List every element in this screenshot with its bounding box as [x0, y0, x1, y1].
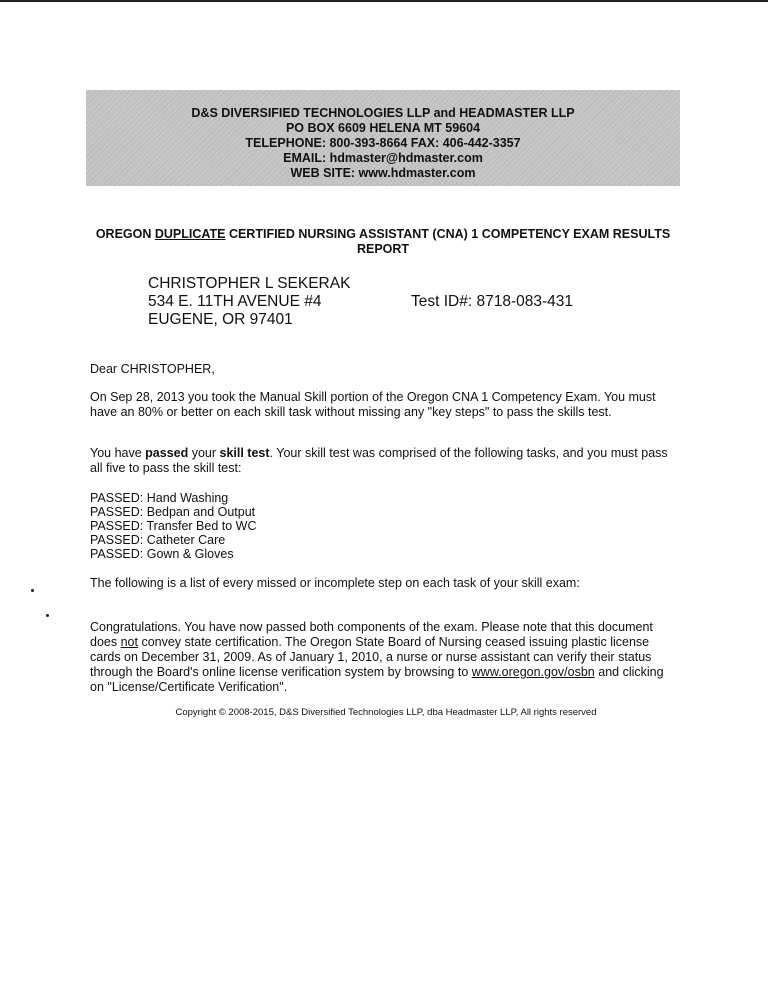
recipient-city: EUGENE, OR 97401	[148, 311, 293, 328]
letterhead-address: PO BOX 6609 HELENA MT 59604	[285, 121, 481, 135]
intro-paragraph: On Sep 28, 2013 you took the Manual Skill portion of the Oregon CNA 1 Competency Exam. You must have an 80% or better on each skill task without missing any "key steps" to pass the skills test.	[90, 390, 656, 419]
letterhead-website: WEB SITE: www.hdmaster.com	[290, 166, 476, 180]
recipient-street: 534 E. 11TH AVENUE #4	[148, 293, 322, 310]
list-item: PASSED: Catheter Care	[90, 533, 226, 547]
passed-word: passed	[145, 446, 189, 460]
missed-steps-intro: The following is a list of every missed or incomplete step on each task of your skill exam:	[90, 576, 580, 590]
not-word: not	[120, 635, 138, 649]
scan-edge-line	[0, 0, 768, 2]
salutation: Dear CHRISTOPHER,	[90, 362, 215, 376]
recipient-address	[148, 275, 350, 329]
duplicate-word: DUPLICATE	[154, 227, 226, 241]
list-item: PASSED: Transfer Bed to WC	[90, 519, 257, 533]
result-paragraph: You have passed your skill test. Your skill test was comprised of the following tasks, and you must pass all five to pass the skill test:	[90, 446, 668, 475]
recipient-name: CHRISTOPHER L SEKERAK	[148, 275, 351, 292]
skill-test-word: skill test	[219, 446, 270, 460]
letterhead-phone-fax: TELEPHONE: 800-393-8664 FAX: 406-442-3357	[245, 136, 521, 150]
list-item: PASSED: Hand Washing	[90, 491, 229, 505]
congratulations-paragraph: Congratulations. You have now passed both components of the exam. Please note that this document does not convey state certification. The Oregon State Board of Nursing ceased issuing plastic license cards on December 31, 2009. As of January 1, 2010, a nurse or nurse assistant can verify their status through the Board's online license verification system by browsing to www.oregon.gov/osbn and clicking on "License/Certificate Verification".	[90, 620, 664, 694]
scan-speck	[31, 589, 34, 592]
osbn-link[interactable]: www.oregon.gov/osbn	[471, 665, 595, 679]
test-id: Test ID#: 8718-083-431	[411, 293, 573, 310]
copyright-notice: Copyright © 2008-2015, D&S Diversified Technologies LLP, dba Headmaster LLP, All rights reserved	[175, 707, 597, 718]
task-list	[90, 491, 680, 561]
list-item: PASSED: Bedpan and Output	[90, 505, 256, 519]
letterhead-email: EMAIL: hdmaster@hdmaster.com	[283, 151, 483, 165]
report-title: OREGON DUPLICATE CERTIFIED NURSING ASSISTANT (CNA) 1 COMPETENCY EXAM RESULTS REPORT	[95, 227, 671, 256]
scan-speck	[46, 614, 49, 617]
letterhead-company: D&S DIVERSIFIED TECHNOLOGIES LLP and HEADMASTER LLP	[191, 106, 575, 120]
list-item: PASSED: Gown & Gloves	[90, 547, 234, 561]
